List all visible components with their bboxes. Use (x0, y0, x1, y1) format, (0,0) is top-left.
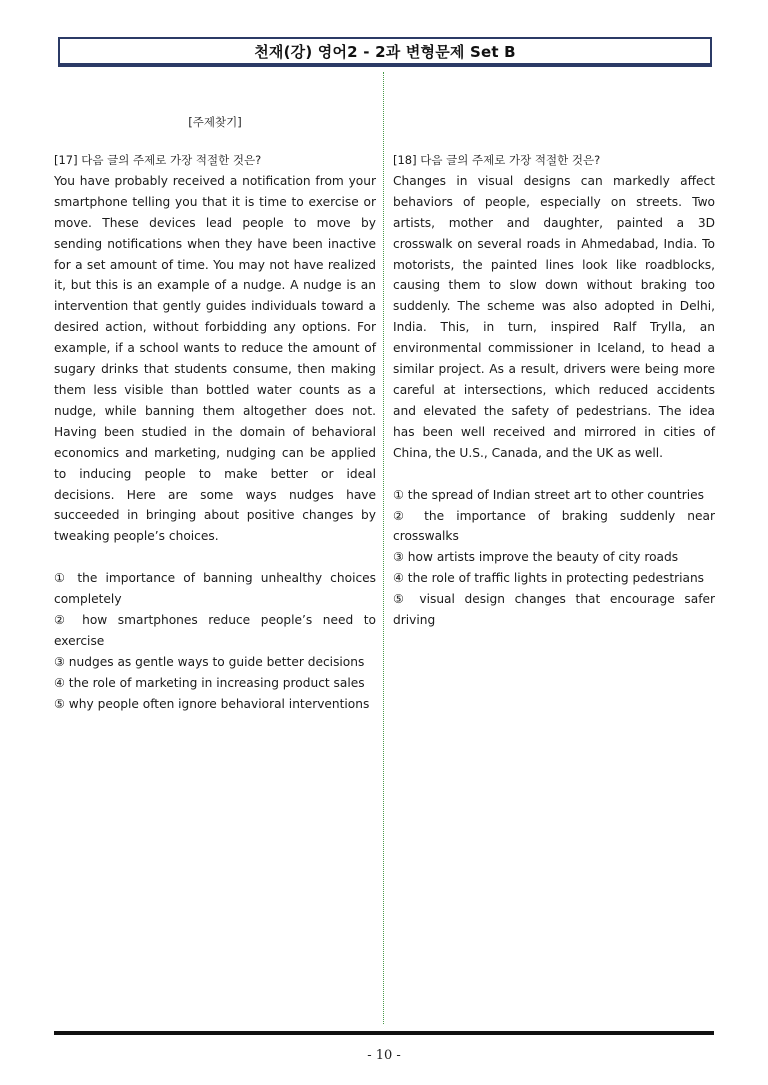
question-17 (54, 150, 376, 715)
choice-4: ④ the role of traffic lights in protecting pedestrians (393, 571, 705, 586)
choice-2: ② how smartphones reduce people’s need to exercise (54, 613, 376, 648)
choice-1: ① the importance of banning unhealthy choices completely (54, 571, 376, 607)
question-18-prompt: [18] 다음 글의 주제로 가장 적절한 것은? (393, 153, 601, 167)
question-18 (393, 150, 715, 631)
choice-4: ④ the role of marketing in increasing product sales (54, 675, 365, 690)
header-box (58, 37, 712, 65)
question-17-passage: You have probably received a notification from your smartphone telling you that it is time to exercise or move. These devices lead people to move by sending notifications when they have been inactive for a set amount of time. You may not have realized it, but this is an example of a nudge. A nudge is an intervention that gently guides individuals toward a desired action, without forbidding any options. For example, if a school wants to reduce the amount of sugary drinks that students consume, then making them less visible than bottled water counts as a nudge, while banning them altogether does not. Having been studied in the domain of behavioral economics and marketing, nudging can be applied to inducing people to make better or ideal decisions. Here are some ways nudges have succeeded in bringing about positive changes by tweaking people’s choices. (54, 173, 376, 544)
page-number: - 10 - (367, 1048, 401, 1063)
question-17-choices (54, 568, 376, 714)
choice-3: ③ how artists improve the beauty of city roads (393, 550, 679, 565)
column-divider (383, 72, 384, 1024)
question-18-passage: Changes in visual designs can markedly affect behaviors of people, especially on streets. Two artists, mother and daughter, painted a 3D crosswalk on several roads in Ahmedabad, India. To motorists, the painted lines look like roadblocks, causing them to slow down without braking too suddenly. The scheme was also adopted in Delhi, India. This, in turn, inspired Ralf Trylla, an environmental commissioner in Iceland, to head a similar project. As a result, drivers were being more careful at intersections, which reduced accidents and elevated the safety of pedestrians. The idea has been well received and mirrored in cities of China, the U.S., Canada, and the UK as well. (393, 173, 715, 460)
choice-5: ⑤ visual design changes that encourage safer driving (393, 592, 715, 628)
choice-3: ③ nudges as gentle ways to guide better decisions (54, 654, 365, 669)
choice-2: ② the importance of braking suddenly near crosswalks (393, 508, 715, 544)
question-18-choices (393, 485, 715, 631)
footer-rule (54, 1031, 714, 1035)
question-17-prompt: [17] 다음 글의 주제로 가장 적절한 것은? (54, 153, 262, 167)
section-label: [주제찾기] (188, 115, 242, 129)
choice-5: ⑤ why people often ignore behavioral interventions (54, 696, 370, 711)
choice-1: ① the spread of Indian street art to other countries (393, 487, 704, 502)
page-title: 천재(강) 영어2 - 2과 변형문제 Set B (254, 42, 516, 61)
